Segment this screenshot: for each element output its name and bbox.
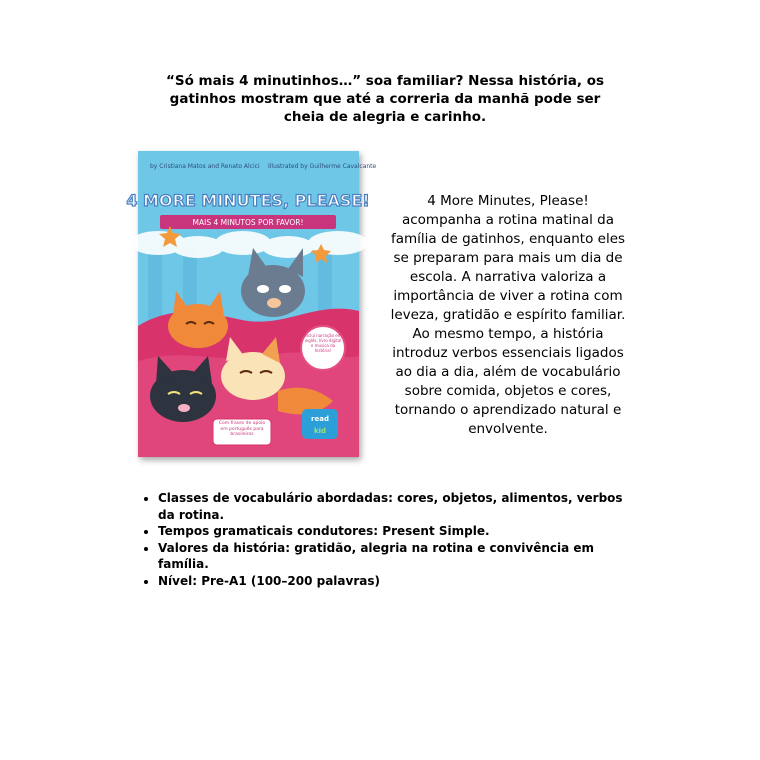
intro-heading: “Só mais 4 minutinhos…” soa familiar? Nessa história, os gatinhos mostram que até a correria da manhã pode ser cheia de alegria e carinho. xyxy=(165,73,605,125)
list-item: • Classes de vocabulário abordadas: cores, objetos, alimentos, verbos da rotina. xyxy=(158,490,628,523)
cover-badge: Inclui narração em inglês, livro digital e música da história! xyxy=(301,326,345,370)
list-item: • Nível: Pre-A1 (100–200 palavras) xyxy=(158,573,628,590)
list-item: • Valores da história: gratidão, alegria na rotina e convivência em família. xyxy=(158,540,628,573)
svg-text:kid: kid xyxy=(313,427,327,435)
read-kid-logo xyxy=(302,409,338,439)
book-facts-list xyxy=(140,490,628,589)
cover-note: Com frases de apoio em português para brasileiros xyxy=(213,419,271,445)
svg-text:read: read xyxy=(311,415,329,423)
book-cover xyxy=(126,151,377,457)
cover-authors: by Cristiana Matos and Renato Alcici xyxy=(150,163,260,170)
cover-title: 4 MORE MINUTES, PLEASE! xyxy=(126,191,370,210)
cover-illustrator: Illustrated by Guilherme Cavalcante xyxy=(268,163,377,170)
cover-subtitle: MAIS 4 MINUTOS POR FAVOR! xyxy=(192,218,304,227)
book-description: 4 More Minutes, Please! acompanha a rotina matinal da família de gatinhos, enquanto eles se preparam para mais um dia de escola. A narrativa valoriza a importância de viver a rotina com leveza, gratidão e espírito familiar. Ao mesmo tempo, a história introduz verbos essenciais ligados ao dia a dia, além de vocabulário sobre comida, objetos e cores, tornando o aprendizado natural e envolvente. xyxy=(390,193,626,437)
list-item: • Tempos gramaticais condutores: Present Simple. xyxy=(158,523,628,540)
